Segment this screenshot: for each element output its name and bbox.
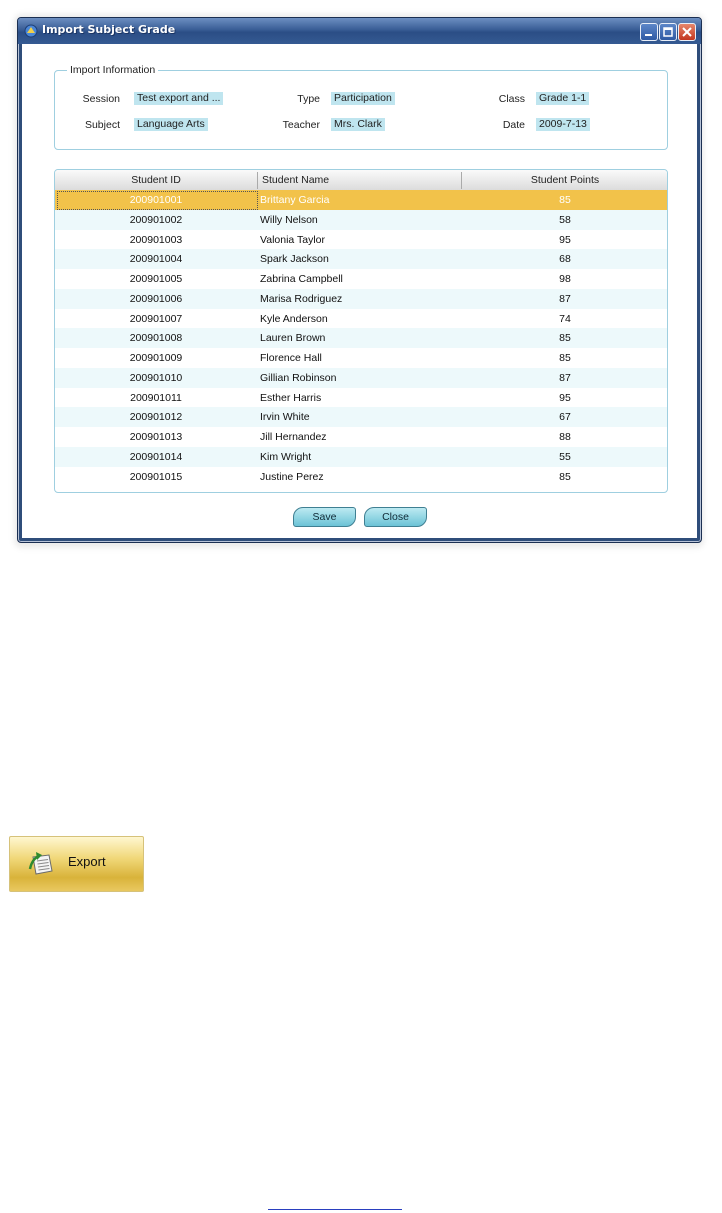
student-points-cell[interactable]: 85 xyxy=(559,470,571,483)
class-label: Class xyxy=(498,93,525,105)
type-value: Participation xyxy=(331,92,395,105)
subject-value: Language Arts xyxy=(134,118,208,131)
table-row[interactable] xyxy=(55,388,667,408)
student-points-cell[interactable]: 95 xyxy=(559,233,571,246)
table-row[interactable] xyxy=(55,309,667,329)
student-points-cell[interactable]: 58 xyxy=(559,213,571,226)
session-label: Session xyxy=(82,93,120,105)
teacher-label: Teacher xyxy=(282,119,320,131)
table-row[interactable] xyxy=(55,190,667,210)
minimize-icon xyxy=(641,24,657,40)
table-row[interactable] xyxy=(55,427,667,447)
hyperlink-underline[interactable] xyxy=(268,1209,402,1210)
student-name-cell[interactable]: Kyle Anderson xyxy=(260,312,328,325)
student-name-cell[interactable]: Esther Harris xyxy=(260,391,322,404)
student-name-cell[interactable]: Willy Nelson xyxy=(260,213,318,226)
student-name-cell[interactable]: Brittany Garcia xyxy=(260,194,330,206)
app-icon xyxy=(24,24,38,38)
student-id-cell[interactable]: 200901007 xyxy=(129,312,183,325)
group-legend: Import Information xyxy=(67,64,158,76)
table-row[interactable] xyxy=(55,368,667,388)
close-icon xyxy=(679,24,695,40)
student-id-cell[interactable]: 200901013 xyxy=(129,431,183,443)
import-information-group xyxy=(54,64,668,150)
date-label: Date xyxy=(502,119,525,131)
table-row[interactable] xyxy=(55,447,667,467)
column-divider[interactable] xyxy=(257,172,258,189)
class-value: Grade 1-1 xyxy=(536,92,589,105)
student-id-cell[interactable]: 200901006 xyxy=(129,292,183,305)
table-header xyxy=(55,170,667,191)
student-name-cell[interactable]: Zabrina Campbell xyxy=(260,273,343,285)
table-row[interactable] xyxy=(55,348,667,368)
export-document-icon xyxy=(24,847,58,881)
table-row[interactable] xyxy=(55,289,667,309)
student-points-cell[interactable]: 67 xyxy=(559,411,571,424)
window-client-area xyxy=(22,44,697,538)
session-value: Test export and ... xyxy=(134,92,223,105)
table-row[interactable] xyxy=(55,269,667,289)
student-id-cell[interactable]: 200901010 xyxy=(129,371,183,384)
student-id-cell[interactable]: 200901003 xyxy=(129,233,183,246)
column-header-student-name[interactable]: Student Name xyxy=(262,174,330,186)
student-points-cell[interactable]: 74 xyxy=(559,312,571,325)
student-name-cell[interactable]: Marisa Rodriguez xyxy=(260,292,343,305)
save-button[interactable]: Save xyxy=(293,507,356,527)
export-label: Export xyxy=(68,854,106,869)
student-id-cell[interactable]: 200901012 xyxy=(129,411,183,424)
minimize-button[interactable] xyxy=(640,23,658,41)
student-name-cell[interactable]: Spark Jackson xyxy=(260,253,329,266)
student-id-cell[interactable]: 200901014 xyxy=(129,450,183,463)
student-id-cell[interactable]: 200901015 xyxy=(129,470,183,483)
table-row[interactable] xyxy=(55,230,667,250)
student-points-cell[interactable]: 85 xyxy=(559,352,571,364)
date-value: 2009-7-13 xyxy=(536,118,590,131)
student-points-cell[interactable]: 55 xyxy=(559,450,571,463)
student-points-cell[interactable]: 68 xyxy=(559,253,571,266)
teacher-value: Mrs. Clark xyxy=(331,118,385,131)
student-id-cell[interactable]: 200901009 xyxy=(129,352,183,364)
student-name-cell[interactable]: Florence Hall xyxy=(260,352,322,364)
close-button[interactable]: Close xyxy=(364,507,427,527)
column-divider[interactable] xyxy=(461,172,462,189)
student-id-cell[interactable]: 200901001 xyxy=(129,194,183,206)
table-row[interactable] xyxy=(55,210,667,230)
student-id-cell[interactable]: 200901011 xyxy=(130,391,182,404)
student-name-cell[interactable]: Irvin White xyxy=(260,411,310,424)
subject-label: Subject xyxy=(84,119,120,131)
student-name-cell[interactable]: Gillian Robinson xyxy=(260,371,337,384)
column-header-student-id[interactable]: Student ID xyxy=(131,174,181,186)
import-subject-grade-window xyxy=(17,17,702,543)
student-points-cell[interactable]: 98 xyxy=(559,273,571,285)
student-points-cell[interactable]: 85 xyxy=(559,194,571,206)
table-row[interactable] xyxy=(55,467,667,487)
student-name-cell[interactable]: Justine Perez xyxy=(260,470,324,483)
student-id-cell[interactable]: 200901002 xyxy=(129,213,183,226)
window-close-button[interactable] xyxy=(678,23,696,41)
title-bar[interactable] xyxy=(18,18,701,44)
student-points-cell[interactable]: 87 xyxy=(559,292,571,305)
column-header-student-points[interactable]: Student Points xyxy=(530,174,600,186)
student-name-cell[interactable]: Jill Hernandez xyxy=(260,431,327,443)
table-row[interactable] xyxy=(55,249,667,269)
export-button[interactable] xyxy=(9,836,144,892)
student-points-cell[interactable]: 95 xyxy=(559,391,571,404)
student-points-cell[interactable]: 85 xyxy=(559,332,571,345)
table-row[interactable] xyxy=(55,407,667,427)
student-grade-table xyxy=(54,169,668,493)
student-id-cell[interactable]: 200901005 xyxy=(129,273,183,285)
window-title: Import Subject Grade xyxy=(42,23,176,36)
student-name-cell[interactable]: Valonia Taylor xyxy=(260,233,325,246)
student-id-cell[interactable]: 200901004 xyxy=(129,253,183,266)
student-points-cell[interactable]: 87 xyxy=(559,371,571,384)
table-row[interactable] xyxy=(55,328,667,348)
maximize-button[interactable] xyxy=(659,23,677,41)
student-name-cell[interactable]: Lauren Brown xyxy=(260,332,326,345)
maximize-icon xyxy=(660,24,676,40)
student-name-cell[interactable]: Kim Wright xyxy=(260,450,312,463)
student-points-cell[interactable]: 88 xyxy=(559,431,571,443)
type-label: Type xyxy=(297,93,320,105)
student-id-cell[interactable]: 200901008 xyxy=(129,332,183,345)
